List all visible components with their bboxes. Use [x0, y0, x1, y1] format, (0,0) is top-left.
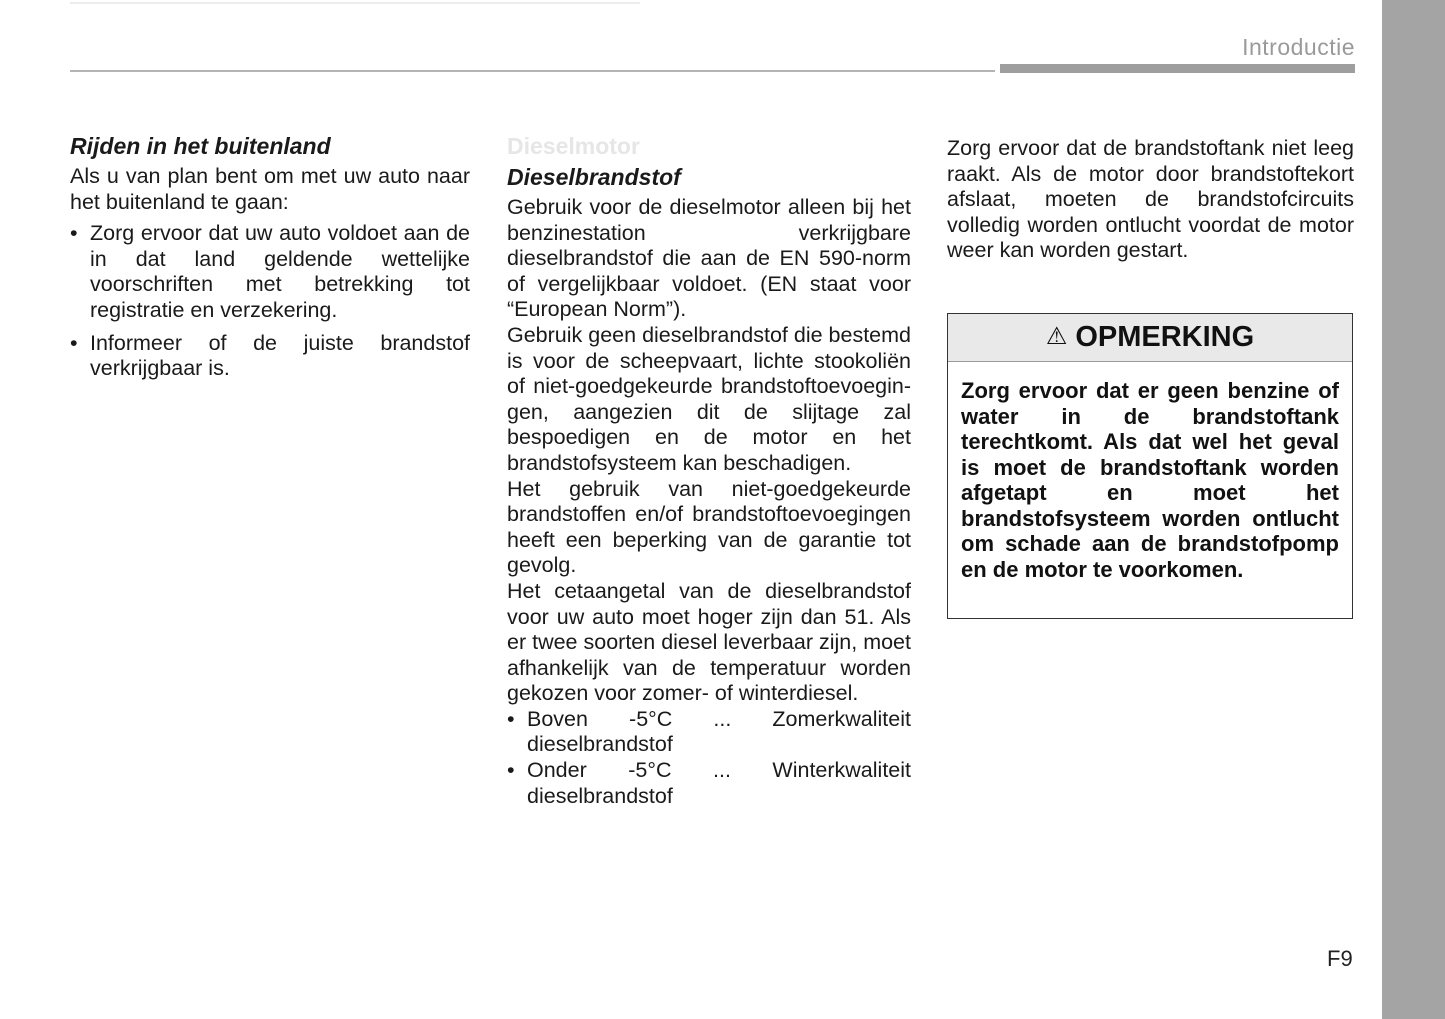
top-edge-line	[70, 2, 640, 4]
intro-abroad: Als u van plan bent om met uw auto naar het buitenland te gaan:	[70, 164, 470, 214]
list-item: • Zorg ervoor dat uw auto voldoet aan de in dat land geldende wettelijke voorschriften met betrekking tot registratie en verzekering.	[70, 221, 470, 322]
bullet-list-temperature	[507, 707, 911, 809]
section-heading-dieselmotor: Dieselmotor	[507, 133, 640, 159]
notice-title: OPMERKING	[1075, 321, 1255, 353]
warning-triangle-icon: ⚠	[1045, 323, 1068, 350]
list-item: • Boven -5°C ... Zomerkwaliteit dieselbrandstof	[507, 706, 911, 757]
notice-box	[947, 313, 1353, 619]
paragraph: Het gebruik van niet-goedgekeurde brandstoffen en/of brandstoftoevoegingen heeft een beperking van de garantie tot gevolg.	[507, 476, 911, 578]
paragraph: Gebruik voor de dieselmotor alleen bij het benzinestation verkrijgbare dieselbrandstof die aan de EN 590-norm of vergelijkbaar voldoet. (EN staat voor “European Norm”).	[507, 195, 911, 322]
header-rule-accent	[1000, 64, 1355, 73]
paragraph: Het cetaangetal van de dieselbrandstof voor uw auto moet hoger zijn dan 51. Als er twee soorten diesel leverbaar zijn, moet afhankelijk van de temperatuur worden gekozen voor zomer- of winterdiesel.	[507, 578, 911, 706]
page-number: F9	[1327, 946, 1353, 971]
bullet-list-abroad	[70, 221, 470, 382]
header-rule	[70, 70, 995, 72]
notice-text: Zorg ervoor dat er geen benzine of water in de brandstoftank terechtkomt. Als dat wel het geval is moet de brandstoftank worden afgetapt en moet het brandstofsysteem worden ontlucht om schade aan de brandstofpomp en de motor te voorkomen.	[961, 378, 1339, 582]
heading-abroad: Rijden in het buitenland	[70, 133, 331, 159]
paragraph: Zorg ervoor dat de brandstoftank niet leeg raakt. Als de motor door brandstoftekort afslaat, moeten de brandstofcircuits volledig worden ontlucht voordat de motor weer kan worden gestart.	[947, 136, 1354, 263]
heading-dieselbrandstof: Dieselbrandstof	[507, 164, 681, 190]
list-item: • Informeer of de juiste brandstof verkrijgbaar is.	[70, 330, 470, 381]
column-abroad	[70, 132, 470, 389]
column-diesel	[507, 132, 911, 809]
list-item: • Onder -5°C ... Winterkwaliteit dieselbrandstof	[507, 758, 911, 808]
side-tab	[1382, 0, 1445, 1019]
notice-header	[948, 314, 1352, 362]
section-label: Introductie	[1242, 34, 1355, 60]
column-tank	[947, 136, 1354, 264]
paragraph: Gebruik geen dieselbrandstof die bestemd is voor de scheepvaart, lichte stookoliën of niet-goedgekeurde brandstoftoevoegin-gen, aangezien dit de slijtage zal bespoedigen en de motor en het brandstofsysteem kan beschadigen.	[507, 322, 911, 475]
